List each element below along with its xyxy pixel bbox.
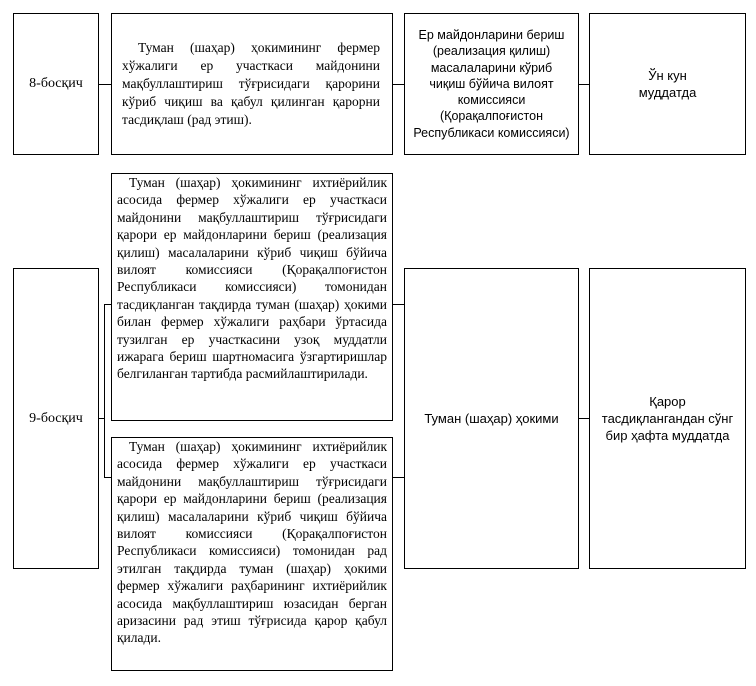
stage9-label-box xyxy=(13,268,99,569)
stage9-actor-text: Туман (шаҳар) ҳокими xyxy=(424,411,559,426)
stage8-label-box xyxy=(13,13,99,155)
stage9-label: 9-босқич xyxy=(29,410,83,426)
stage8-actor-box xyxy=(404,13,579,155)
stage8-action-box xyxy=(111,13,393,155)
stage8-actor-text: Ер майдонларини бериш (реализация қилиш) масалаларини кўриб чиқиш бўйича вилоят комиссияси (Қорақалпоғистон Республикаси комиссияси) xyxy=(413,28,570,140)
connector-9-c xyxy=(579,418,589,419)
stage9-action-rejected-box xyxy=(111,437,393,671)
connector-9-split-left xyxy=(99,418,104,419)
connector-9-split-vertical xyxy=(104,304,105,477)
connector-9-split-bottom xyxy=(104,477,111,478)
connector-8-a xyxy=(99,84,111,85)
stage8-term-text: Ўн кун муддатда xyxy=(638,68,697,100)
stage9-action-approved-box xyxy=(111,173,393,421)
stage9-action-approved-text: Туман (шаҳар) ҳокимининг ихтиёрийлик асосида фермер хўжалиги ер участкаси майдонини мақбуллаштириш тўғрисидаги қарори ер майдонларини бериш (реализация қилиш) масалаларини кўриб чиқиш бўйича вилоят комиссияси (Қорақалпоғистон Республикаси комиссияси) томонидан тасдиқланган тақдирда туман (шаҳар) ҳокими билан фермер хўжалиги раҳбари ўртасида тузилган ер участкасини узоқ муддатли ижарага бериш шартномасига ўзгартиришлар белгиланган тартибда расмийлаштирилади. xyxy=(117,175,387,382)
stage9-term-text: Қарор тасдиқлангандан сўнг бир ҳафта муддатда xyxy=(601,394,734,443)
stage9-term-box xyxy=(589,268,746,569)
stage8-term-box xyxy=(589,13,746,155)
connector-8-b xyxy=(393,84,404,85)
connector-9-approved-right xyxy=(393,304,404,305)
stage8-action-text: Туман (шаҳар) ҳокимининг фермер хўжалиги ер участкаси майдонини мақбуллаштириш тўғрисидаги қарорини кўриб чиқиш ва қабул қилинган қарорни тасдиқлаш (рад этиш). xyxy=(122,40,380,127)
connector-8-c xyxy=(579,84,589,85)
stage9-action-rejected-text: Туман (шаҳар) ҳокимининг ихтиёрийлик асосида фермер хўжалиги ер участкаси майдонини мақбуллаштириш тўғрисидаги қарори ер майдонларини бериш (реализация қилиш) масалаларини кўриб чиқиш бўйича вилоят комиссияси (Қорақалпоғистон Республикаси комиссияси) томонидан рад этилган тақдирда туман (шаҳар) ҳокими фермер хўжалиги раҳбарининг ихтиёрийлик асосида мақбуллаштириш юзасидан берган аризасини рад этиш тўғрисида қарор қабул қилади. xyxy=(117,439,387,646)
connector-9-split-top xyxy=(104,304,111,305)
stage9-actor-box xyxy=(404,268,579,569)
connector-9-rejected-right xyxy=(393,477,404,478)
stage8-label: 8-босқич xyxy=(29,76,83,91)
